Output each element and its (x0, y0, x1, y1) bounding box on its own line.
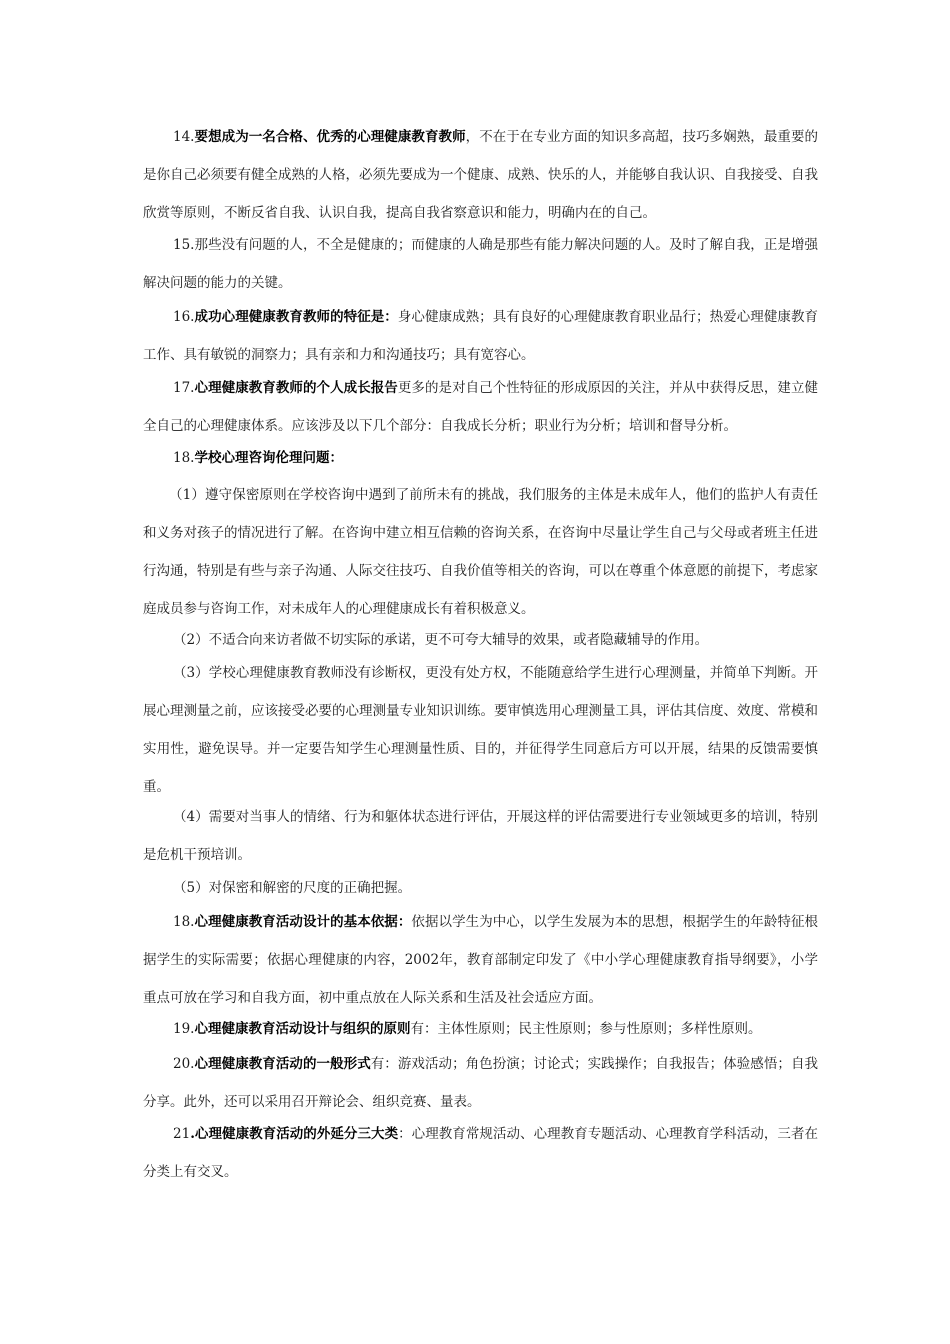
paragraph-18-item-5: （5）对保密和解密的尺度的正确把握。 (173, 880, 412, 896)
item-number: 14. (173, 129, 195, 145)
paragraph-text: 更多的是对自己个性特征的形成原因的关注，并从中获得反思，建立健全自己的心理健康体系。应该涉及以下几个部分：自我成长分析；职业行为分析；培训和督导分析。 (143, 380, 818, 434)
paragraph-17 (143, 369, 818, 445)
paragraph-15: 15.那些没有问题的人，不全是健康的；而健康的人确是那些有能力解决问题的人。及时了解自我，正是增强解决问题的能力的关键。 (143, 237, 818, 291)
bold-heading: 成功心理健康教育教师的特征是： (194, 309, 398, 325)
bold-heading: 学校心理咨询伦理问题： (194, 450, 343, 466)
paragraph-text: ，不在于在专业方面的知识多高超，技巧多娴熟，最重要的是你自己必须要有健全成熟的人格，必须先要成为一个健康、成熟、快乐的人，并能够自我认识、自我接受、自我欣赏等原则，不断反省自我、认识自我，提高自我省察意识和能力，明确内在的自己。 (143, 129, 819, 221)
paragraph-text: 身心健康成熟；具有良好的心理健康教育职业品行；热爱心理健康教育工作、具有敏锐的洞察力；具有亲和力和沟通技巧；具有宽容心。 (143, 309, 818, 363)
paragraph-text: 依据以学生为中心，以学生发展为本的思想，根据学生的年龄特征根据学生的实际需要；依据心理健康的内容，2002年，教育部制定印发了《中小学心理健康教育指导纲要》，小学重点可放在学习和自我方面，初中重点放在人际关系和生活及社会适应方面。 (143, 914, 819, 1006)
paragraph-14 (143, 118, 818, 232)
paragraph-18-item-4: （4）需要对当事人的情绪、行为和躯体状态进行评估，开展这样的评估需要进行专业领域更多的培训，特别是危机干预培训。 (143, 809, 818, 863)
bold-heading: .心理健康教育活动的外延分三大类 (190, 1126, 399, 1142)
bold-heading: 心理健康教育活动设计与组织的原则 (194, 1021, 411, 1037)
item-number: 21 (173, 1126, 191, 1142)
bold-heading: 心理健康教育教师的个人成长报告 (194, 380, 398, 396)
paragraph-16 (143, 298, 818, 374)
paragraph-18-item-2: （2）不适合向来访者做不切实际的承诺，更不可夸大辅导的效果，或者隐藏辅导的作用。 (173, 632, 709, 648)
bold-heading: 心理健康教育活动设计的基本依据： (194, 914, 412, 930)
item-number: 17. (173, 380, 195, 396)
item-number: 19. (173, 1021, 195, 1037)
paragraph-20 (143, 1045, 818, 1121)
paragraph-text: 有：主体性原则；民主性原则；参与性原则；多样性原则。 (410, 1021, 762, 1037)
paragraph-18-item-1: （1）遵守保密原则在学校咨询中遇到了前所未有的挑战，我们服务的主体是未成年人，他们的监护人有责任和义务对孩子的情况进行了解。在咨询中建立相互信赖的咨询关系，在咨询中尽量让学生自己与父母或者班主任进行沟通，特别是有些与亲子沟通、人际交往技巧、自我价值等相关的咨询，可以在尊重个体意愿的前提下，考虑家庭成员参与咨询工作，对未成年人的心理健康成长有着积极意义。 (143, 487, 818, 617)
paragraph-text: 有：游戏活动；角色扮演；讨论式；实践操作；自我报告；体验感悟；自我分享。此外，还可以采用召开辩论会、组织竞赛、量表。 (143, 1056, 818, 1110)
bold-heading: 心理健康教育活动的一般形式 (194, 1056, 371, 1072)
paragraph-18b (143, 903, 818, 1017)
paragraph-19 (143, 1010, 818, 1048)
paragraph-21 (143, 1115, 818, 1191)
item-number: 16. (173, 309, 195, 325)
bold-heading: 要想成为一名合格、优秀的心理健康教育教师 (194, 129, 466, 145)
item-number: 18. (173, 914, 195, 930)
paragraph-18-heading (143, 439, 818, 477)
paragraph-18-item-3: （3）学校心理健康教育教师没有诊断权，更没有处方权，不能随意给学生进行心理测量，并简单下判断。开展心理测量之前，应该接受必要的心理测量专业知识训练。要审慎选用心理测量工具，评估其信度、效度、常模和实用性，避免误导。并一定要告知学生心理测量性质、目的，并征得学生同意后方可以开展，结果的反馈需要慎重。 (143, 665, 818, 795)
item-number: 20. (173, 1056, 195, 1072)
paragraph-text: ：心理教育常规活动、心理教育专题活动、心理教育学科活动，三者在分类上有交叉。 (143, 1126, 818, 1180)
item-number: 18. (173, 450, 195, 466)
